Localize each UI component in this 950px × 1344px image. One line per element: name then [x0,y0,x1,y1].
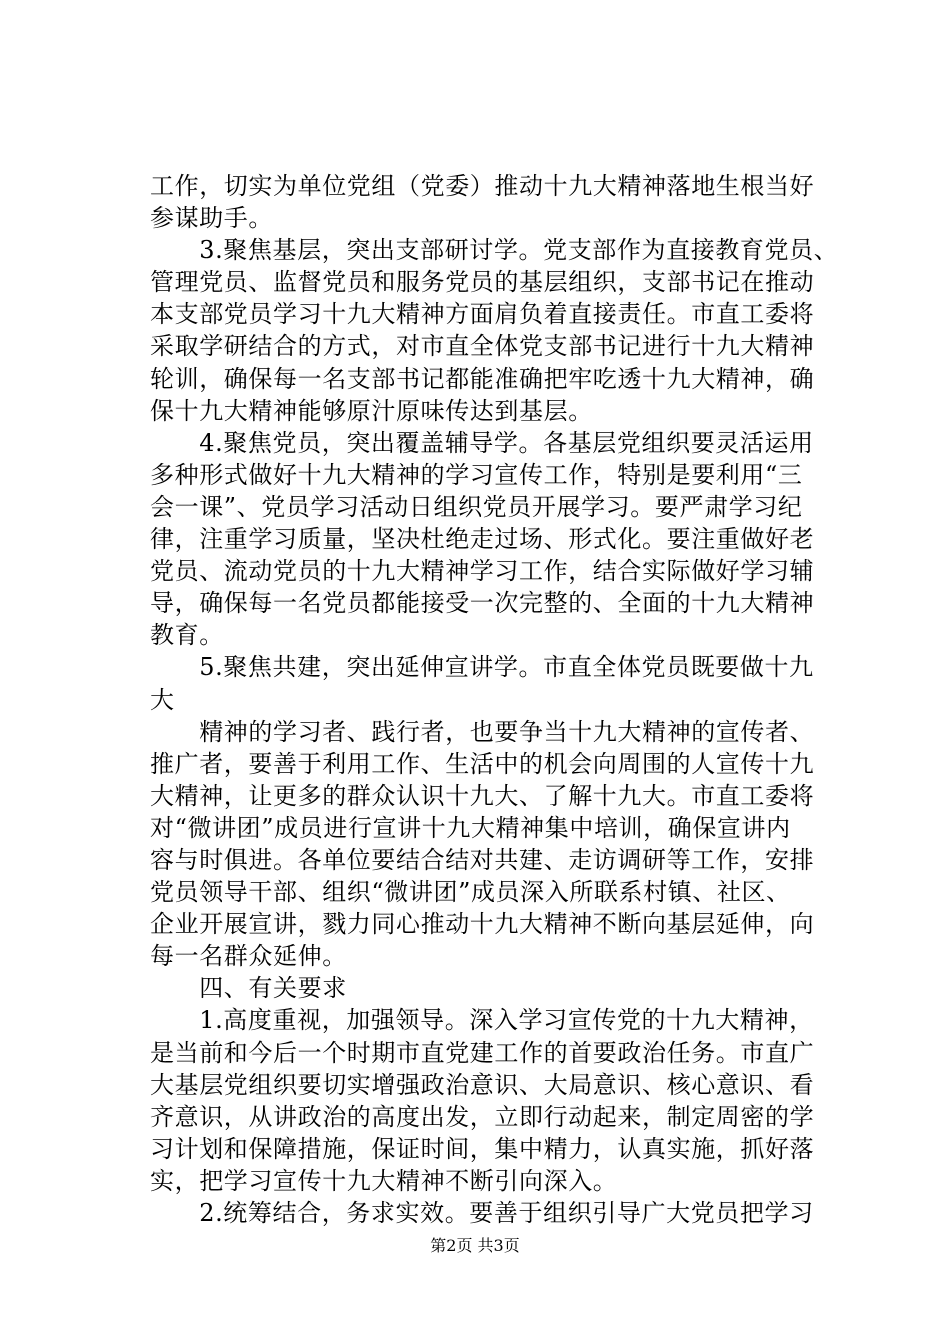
text-line: 大精神，让更多的群众认识十九大、了解十九大。市直工委将 [150,781,815,810]
document-body [150,170,840,1229]
text-line: 保十九大精神能够原汁原味传达到基层。 [150,396,593,425]
text-line: 对“微讲团”成员进行宣讲十九大精神集中培训，确保宣讲内 [150,813,791,842]
text-line: 2.统筹结合，务求实效。要善于组织引导广大党员把学习 [150,1199,814,1227]
text-line: 大 [150,685,175,714]
text-line: 5.聚焦共建，突出延伸宣讲学。市直全体党员既要做十九 [150,653,814,682]
text-line: 党员、流动党员的十九大精神学习工作，结合实际做好学习辅 [150,557,815,586]
text-line: 本支部党员学习十九大精神方面肩负着直接责任。市直工委将 [150,300,815,329]
text-line: 4.聚焦党员，突出覆盖辅导学。各基层党组织要灵活运用 [150,428,814,457]
text-line: 3.聚焦基层，突出支部研讨学。党支部作为直接教育党员、 [150,236,839,265]
text-line: 是当前和今后一个时期市直党建工作的首要政治任务。市直广 [150,1038,815,1067]
text-line: 1.高度重视，加强领导。深入学习宣传党的十九大精神， [150,1006,814,1035]
text-line: 推广者，要善于利用工作、生活中的机会向周围的人宣传十九 [150,749,815,778]
text-line: 采取学研结合的方式，对市直全体党支部书记进行十九大精神 [150,332,815,361]
text-line: 四、有关要求 [150,974,347,1003]
text-line: 轮训，确保每一名支部书记都能准确把牢吃透十九大精神，确 [150,364,815,393]
text-line: 导，确保每一名党员都能接受一次完整的、全面的十九大精神 [150,589,815,618]
text-line: 企业开展宣讲，戮力同心推动十九大精神不断向基层延伸，向 [150,910,815,939]
text-line: 党员领导干部、组织“微讲团”成员深入所联系村镇、社区、 [150,878,791,907]
page-footer [0,1236,950,1256]
text-line: 齐意识，从讲政治的高度出发，立即行动起来，制定周密的学 [150,1102,815,1131]
text-line: 律，注重学习质量，坚决杜绝走过场、形式化。要注重做好老 [150,525,815,554]
text-line: 大基层党组织要切实增强政治意识、大局意识、核心意识、看 [150,1070,815,1099]
text-line: 精神的学习者、践行者，也要争当十九大精神的宣传者、 [150,717,815,746]
text-line: 多种形式做好十九大精神的学习宣传工作，特别是要利用“三 [150,460,803,489]
text-line: 管理党员、监督党员和服务党员的基层组织，支部书记在推动 [150,268,815,297]
text-line: 容与时俱进。各单位要结合结对共建、走访调研等工作，安排 [150,845,815,874]
text-line: 参谋助手。 [150,204,273,233]
text-line: 教育。 [150,621,224,650]
text-line: 实，把学习宣传十九大精神不断引向深入。 [150,1166,618,1195]
text-line: 工作，切实为单位党组（党委）推动十九大精神落地生根当好 [150,172,815,200]
text-line: 每一名群众延伸。 [150,942,347,971]
text-line: 会一课”、党员学习活动日组织党员开展学习。要严肃学习纪 [150,492,803,521]
page-number-label: 第2页 共3页 [430,1236,520,1255]
text-line: 习计划和保障措施，保证时间，集中精力，认真实施，抓好落 [150,1134,815,1163]
